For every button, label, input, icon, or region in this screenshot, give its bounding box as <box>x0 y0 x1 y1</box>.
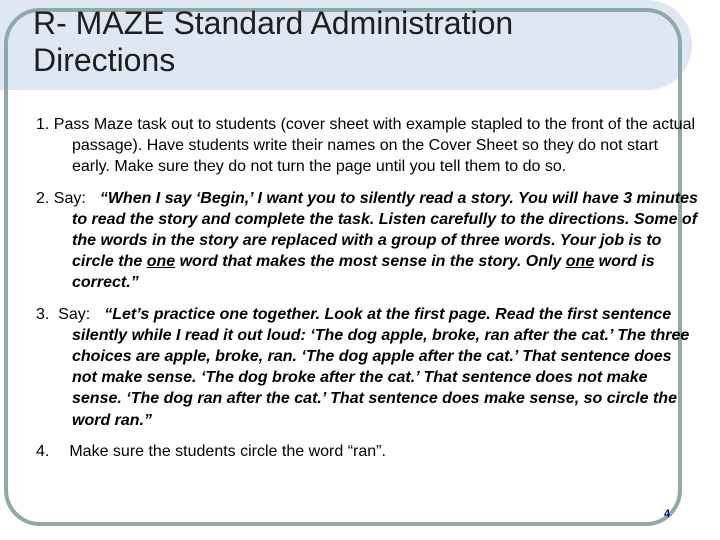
direction-step-3 <box>36 304 698 431</box>
slide-title <box>33 5 513 79</box>
step-number: 3. <box>36 305 50 323</box>
direction-step-1 <box>36 114 698 178</box>
underlined-word: one <box>565 253 595 271</box>
step-number: 1. <box>36 116 50 133</box>
say-label: Say: <box>58 305 91 323</box>
script-quote: “Let’s practice one together. Look at the first page. Read the first sentence silently while I read it out loud: ‘The dog apple, broke, ran after the cat.’ The three choices are apple, broke, ran. ‘The dog apple after the cat.’ That sentence does not make sense. ‘The dog broke after the cat.’ That sentence does not make sense. ‘The dog ran after the cat.’ That sentence does make sense, so circle the word ran.” <box>72 305 690 429</box>
step-number: 4. <box>36 442 50 460</box>
direction-step-2 <box>36 188 698 294</box>
page-number: 4 <box>664 508 671 520</box>
directions-list <box>36 114 698 462</box>
script-quote: “When I say ‘Begin,’ I want you to silently read a story. You will have 3 minutes to read the story and complete the task. Listen carefully to the directions. Some of the words in the story are replaced with a group of three words. Your job is to circle the one word that makes the most sense in the story. Only one word is correct.” <box>72 189 698 292</box>
step-number: 2. <box>36 189 50 207</box>
say-label: Say: <box>53 189 86 207</box>
title-line-2: Directions <box>33 42 176 78</box>
step-text: Make sure the students circle the word “ran”. <box>69 442 386 460</box>
step-text: Pass Maze task out to students (cover sheet with example stapled to the front of the actual passage). Have students write their names on the Cover Sheet so they do not start early. Make sure they do not turn the page until you tell them to do so. <box>53 116 696 176</box>
title-line-1: R- MAZE Standard Administration <box>33 5 514 41</box>
direction-step-4 <box>36 441 698 462</box>
underlined-word: one <box>146 253 176 271</box>
